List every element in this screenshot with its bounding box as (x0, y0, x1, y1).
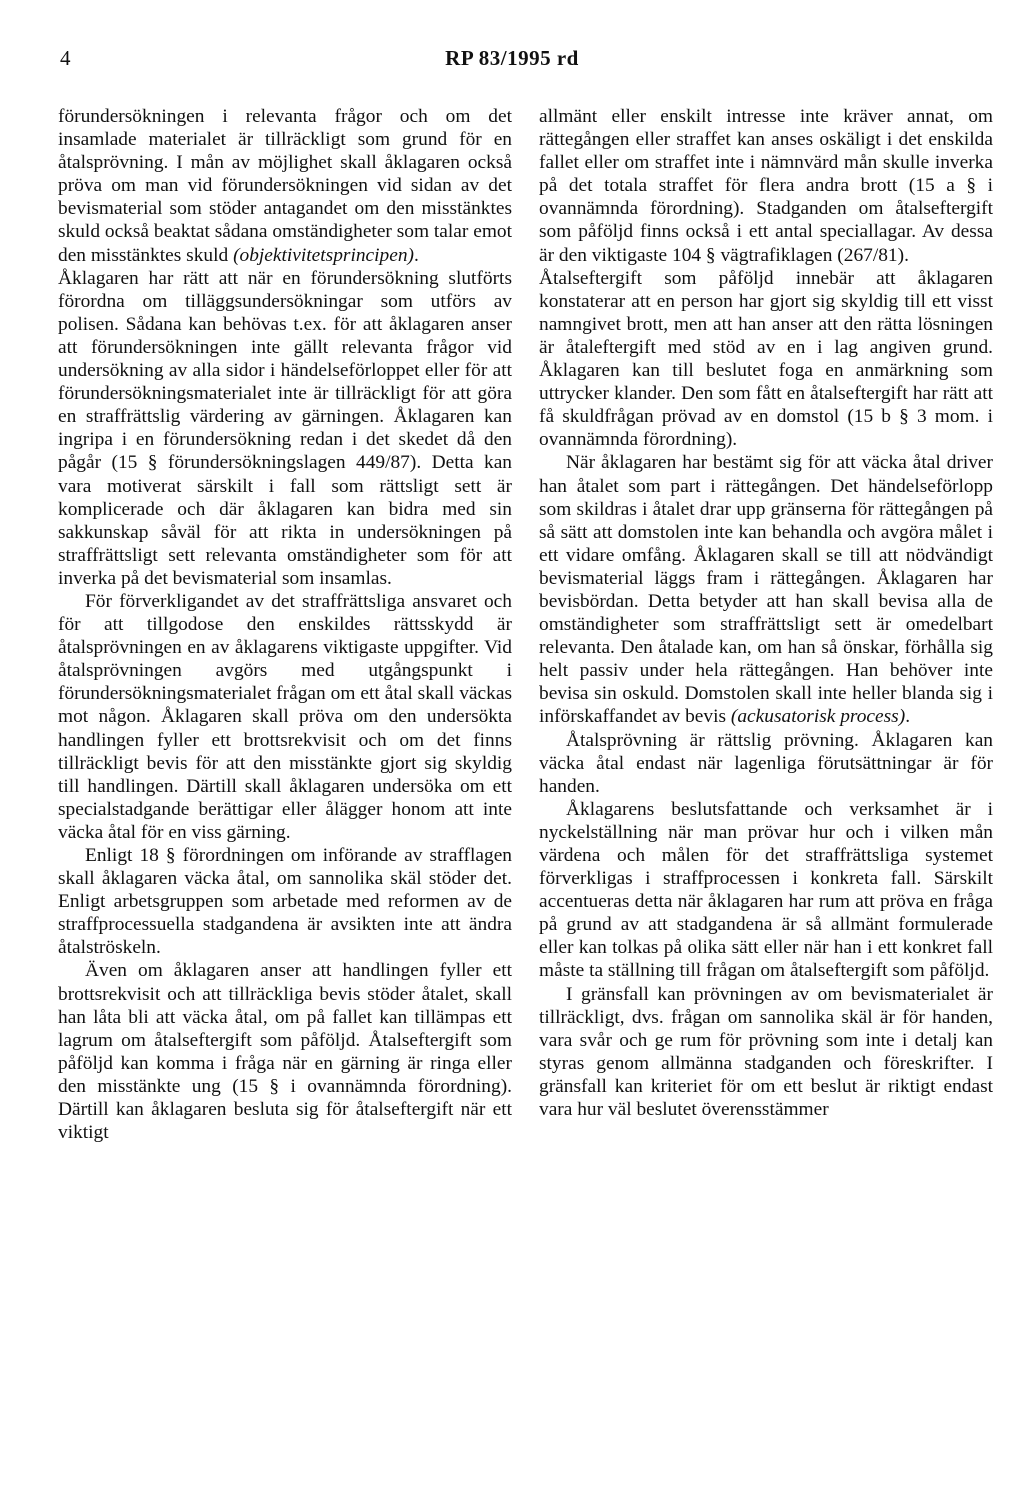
paragraph-text: förundersökningen i relevanta frågor och om det insamlade materialet är tillräckligt som grund för en åtalsprövning. I mån av möjlighet skall åklagaren också pröva om man vid förundersökningen vid sidan av det bevismaterial som stöder antagandet om den misstänktes skuld också beaktat sådana omständigheter som talar emot den misstänktes skuld (58, 106, 512, 266)
paragraph: Åtalseftergift som påföljd innebär att åklagaren konstaterar att en person har gjort sig skyldig till ett visst namngivet brott, men att han anser att den rätta lösningen är åtaleftergift med stöd av en i lag angiven grund. Åklagaren kan till beslutet foga en anmärkning som uttrycker klander. Den som fått en åtalseftergift har rätt att få skuldfrågan prövad av en domstol (15 b § 3 mom. i ovannämnda förordning). (539, 267, 993, 451)
right-column (539, 105, 993, 1121)
page-header (60, 46, 964, 80)
paragraph: Åtalsprövning är rättslig prövning. Åklagaren kan väcka åtal endast när lagenliga förutsättningar är för handen. (539, 729, 993, 797)
paragraph: Även om åklagaren anser att handlingen fyller ett brottsrekvisit och att tillräckliga bevis stöder åtalet, skall han låta bli att väcka åtal, om på fallet kan tillämpas ett lagrum om åtalseftergift som påföljd. Åtalseftergift som påföljd kan komma i fråga när en gärning är ringa eller den misstänkte ung (15 § i ovannämnda förordning). Därtill kan åklagaren besluta sig för åtalseftergift när ett viktigt (58, 960, 512, 1144)
paragraph: allmänt eller enskilt intresse inte kräver annat, om rättegången eller straffet kan anses oskäligt i det enskilda fallet eller om straffet inte i nämnvärd mån skulle inverka på det totala straffet för flera andra brott (15 a § i ovannämnda förordning). Stadganden om åtalseftergift som påföljd finns också i ett antal speciallagar. Av dessa är den viktigaste 104 § vägtrafiklagen (267/81). (539, 106, 993, 266)
left-column (58, 105, 512, 1144)
paragraph-text: När åklagaren har bestämt sig för att väcka åtal driver han åtalet som part i rättegången. Det händelseförlopp som skildras i åtalet drar upp gränserna för rättegången på så sätt att domstolen inte kan behandla och avgöra målet i ett vidare omfång. Åklagaren skall se till att nödvändigt bevismaterial läggs fram i rättegången. Åklagaren har bevisbördan. Detta betyder att han skall bevisa alla de omständigheter som straffrättsligt sett är omedelbart relevanta. Den åtalade kan, om han så önskar, förhålla sig helt passiv under hela rättegången. Han behöver inte bevisa sin oskuld. Domstolen skall inte heller blanda sig i införskaffandet av bevis (539, 452, 993, 728)
running-head: RP 83/1995 rd (445, 46, 579, 70)
paragraph (539, 451, 993, 728)
paragraph: För förverkligandet av det straffrättsliga ansvaret och för att tillgodose den enskildes rättsskydd är åtalsprövningen en av åklagarens viktigaste uppgifter. Vid åtalsprövningen avgörs med utgångspunkt i förundersökningsmaterialet frågan om ett åtal skall väckas mot någon. Åklagaren skall pröva om den undersökta handlingen fyller ett brottsrekvisit och om det finns tillräckligt bevis för att den misstänkte gjort sig skyldig till handlingen. Därtill skall åklagaren undersöka om ett specialstadgande berättigar eller ålägger honom att inte väcka åtal för en viss gärning. (58, 590, 512, 843)
paragraph (58, 105, 512, 267)
paragraph: Åklagarens beslutsfattande och verksamhet är i nyckelställning när man prövar hur och i vilken mån värdena och målen för det straffrättsliga systemet förverkligas i straffprocessen i konkreta fall. Särskilt accentueras detta när åklagaren har rum att pröva en fråga på grund av att stadgandena är så allmänt formulerade eller kan tolkas på olika sätt eller när han i ett konkret fall måste ta ställning till frågan om åtalseftergift som påföljd. (539, 798, 993, 982)
paragraph: Enligt 18 § förordningen om införande av strafflagen skall åklagaren väcka åtal, om sannolika skäl stöder det. Enligt arbetsgruppen som arbetade med reformen av de straffprocessuella stadgandena är avsikten inte att ändra åtalströskeln. (58, 845, 512, 959)
punctuation: . (905, 706, 911, 728)
italic-term: (ackusatorisk process) (730, 706, 906, 728)
paragraph: I gränsfall kan prövningen av om bevismaterialet är tillräckligt, dvs. frågan om sannolika skäl är för handen, vara svår och ge rum för prövning som inte i detalj kan styras genom allmänna stadganden och föreskrifter. I gränsfall kan kriteriet för om ett beslut är riktigt endast vara hur väl beslutet överensstämmer (539, 983, 993, 1121)
page-number: 4 (60, 46, 71, 70)
paragraph: Åklagaren har rätt att när en förundersökning slutförts förordna om tilläggsundersökningar som utförs av polisen. Sådana kan behövas t.ex. för att åklagaren anser att förundersökningen inte gällt relevanta frågor vid undersökning av alla sidor i händelseförloppet eller för att förundersökningsmaterialet inte är tillräckligt för att göra en straffrättslig värdering av gärningen. Åklagaren kan ingripa i en förundersökning redan i det skedet då den pågår (15 § förundersökningslagen 449/87). Detta kan vara motiverat särskilt i fall som rättsligt sett är komplicerade och där åklagaren kan bidra med sin sakkunskap såväl för att rikta in undersökningen på straffrättsligt sett relevanta omständigheter som för att inverka på det bevismaterial som insamlas. (58, 267, 512, 589)
punctuation: . (413, 244, 419, 266)
italic-term: (objektivitetsprincipen) (233, 244, 414, 266)
